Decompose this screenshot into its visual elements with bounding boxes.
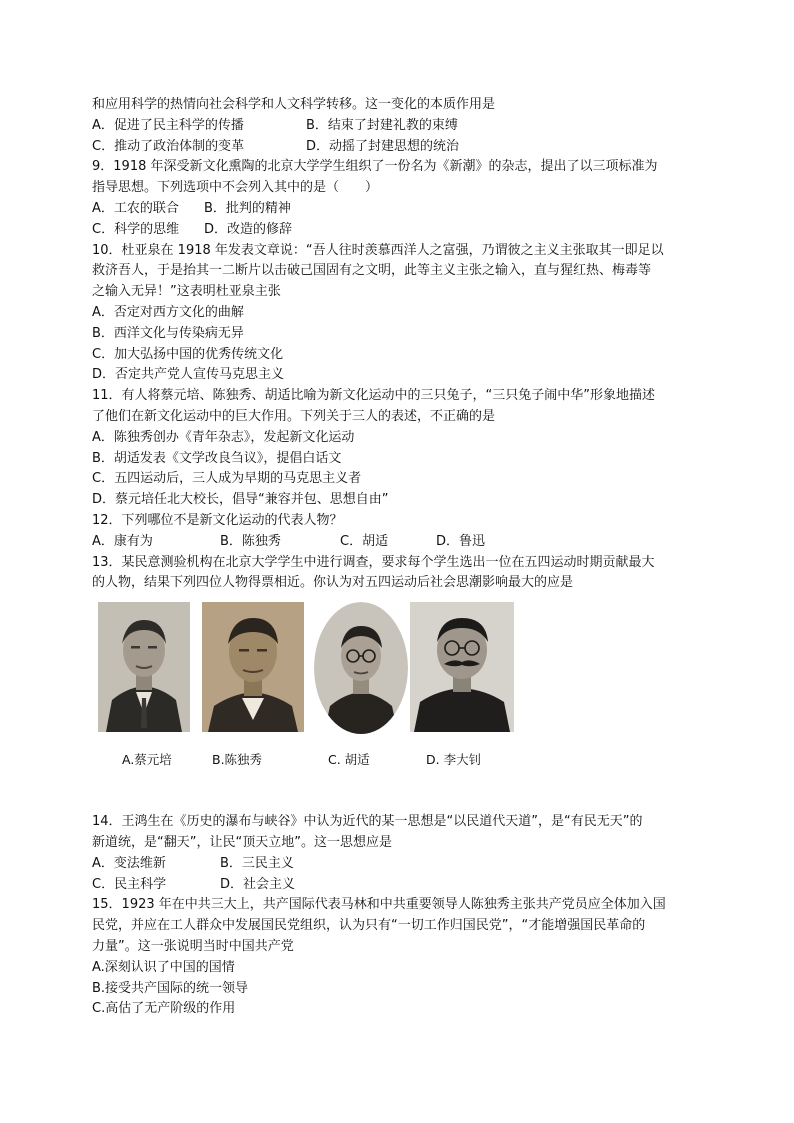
q10-stem-line3: 之输入无异！”这表明杜亚泉主张 bbox=[92, 284, 281, 300]
q15-stem-line3: 力量”。这一张说明当时中国共产党 bbox=[92, 938, 294, 954]
q8-stem: 和应用科学的热情向社会科学和人文科学转移。这一变化的本质作用是 bbox=[92, 97, 496, 112]
portrait-c-image bbox=[314, 602, 408, 734]
q9-options-row2 bbox=[92, 220, 712, 241]
portrait-b-image bbox=[202, 602, 304, 732]
q12-options bbox=[92, 532, 712, 553]
exam-page bbox=[92, 95, 712, 1020]
q14-option-c: C．民主科学 bbox=[92, 876, 167, 892]
q9-stem-line1: 9．1918 年深受新文化熏陶的北京大学学生组织了一份名为《新潮》的杂志，提出了以三项标准为 bbox=[92, 159, 658, 175]
q14-option-a: A．变法维新 bbox=[92, 855, 166, 871]
q9-option-b: B．批判的精神 bbox=[204, 200, 291, 216]
portrait-a bbox=[98, 602, 190, 732]
q12-option-a: A．康有为 bbox=[92, 533, 153, 549]
portrait-b bbox=[202, 602, 304, 732]
q10-option-c: C．加大弘扬中国的优秀传统文化 bbox=[92, 346, 284, 362]
q14-stem-line2: 新道统，是“翻天”，让民“顶天立地”。这一思想应是 bbox=[92, 834, 392, 850]
q9-option-a: A．工农的联合 bbox=[92, 200, 179, 216]
q15-stem-line2: 民党，并应在工人群众中发展国民党组织，认为只有“一切工作归国民党”，“才能增强国民革命的 bbox=[92, 918, 646, 934]
q8-options-row2 bbox=[92, 137, 712, 158]
q11-option-b: B．胡适发表《文学改良刍议》，提倡白话文 bbox=[92, 450, 342, 466]
q12-option-b: B．陈独秀 bbox=[220, 533, 281, 549]
q8-option-d: D．动摇了封建思想的统治 bbox=[306, 138, 460, 154]
q14-options-row1 bbox=[92, 854, 712, 875]
q13-stem-line1: 13．某民意测验机构在北京大学学生中进行调查，要求每个学生选出一位在五四运动时期贡献最大 bbox=[92, 554, 655, 570]
q15-stem-line1: 15．1923 年在中共三大上，共产国际代表马林和中共重要领导人陈独秀主张共产党员应全体加入国 bbox=[92, 897, 666, 913]
portrait-d-image bbox=[410, 602, 514, 732]
q8-option-c: C．推动了政治体制的变革 bbox=[92, 138, 245, 154]
q14-option-d: D．社会主义 bbox=[220, 876, 296, 892]
q15-option-a: A.深刻认识了中国的国情 bbox=[92, 959, 235, 975]
q10-option-d: D．否定共产党人宣传马克思主义 bbox=[92, 367, 285, 383]
caption-a: A.蔡元培 bbox=[122, 752, 172, 768]
q12-option-d: D．鲁迅 bbox=[436, 533, 486, 549]
caption-c: C. 胡适 bbox=[328, 752, 370, 768]
q10-stem-line1: 10．杜亚泉在 1918 年发表文章说：“吾人往时羡慕西洋人之富强，乃谓彼之主义主张取其一即足以 bbox=[92, 242, 664, 258]
q11-option-c: C．五四运动后，三人成为早期的马克思主义者 bbox=[92, 471, 362, 487]
q14-option-b: B．三民主义 bbox=[220, 855, 294, 871]
q9-option-c: C．科学的思维 bbox=[92, 221, 180, 237]
q9-options-row1 bbox=[92, 199, 712, 220]
q11-stem-line1: 11．有人将蔡元培、陈独秀、胡适比喻为新文化运动中的三只兔子，“三只兔子闹中华”形象地描述 bbox=[92, 388, 656, 404]
q8-option-b: B．结束了封建礼教的束缚 bbox=[306, 117, 458, 133]
q9-stem-line2: 指导思想。下列选项中不会列入其中的是（ ） bbox=[92, 180, 379, 196]
portrait-d bbox=[410, 602, 514, 732]
q15-option-c: C.高估了无产阶级的作用 bbox=[92, 1001, 236, 1017]
q14-options-row2 bbox=[92, 875, 712, 896]
q8-options-row1 bbox=[92, 116, 712, 137]
q12-stem: 12．下列哪位不是新文化运动的代表人物？ bbox=[92, 512, 343, 528]
caption-b: B.陈独秀 bbox=[212, 752, 263, 768]
q11-option-a: A．陈独秀创办《青年杂志》，发起新文化运动 bbox=[92, 429, 355, 445]
q10-stem-line2: 救济吾人，于是抬其一二断片以击破己国固有之文明，此等主义主张之输入，直与猩红热、梅毒等 bbox=[92, 263, 652, 279]
q10-option-a: A．否定对西方文化的曲解 bbox=[92, 304, 244, 320]
q13-portraits bbox=[92, 602, 712, 812]
q11-option-d: D．蔡元培任北大校长，倡导“兼容并包、思想自由” bbox=[92, 492, 389, 508]
q15-option-b: B.接受共产国际的统一领导 bbox=[92, 980, 249, 996]
portrait-c bbox=[314, 602, 408, 734]
q13-stem-line2: 的人物，结果下列四位人物得票相近。你认为对五四运动后社会思潮影响最大的应是 bbox=[92, 575, 574, 591]
q11-stem-line2: 了他们在新文化运动中的巨大作用。下列关于三人的表述，不正确的是 bbox=[92, 408, 496, 424]
q9-option-d: D．改造的修辞 bbox=[204, 221, 293, 237]
q14-stem-line1: 14．王鸿生在《历史的瀑布与峡谷》中认为近代的某一思想是“以民道代天道”，是“有民无天”的 bbox=[92, 814, 643, 830]
portrait-a-image bbox=[98, 602, 190, 732]
q12-option-c: C．胡适 bbox=[340, 533, 389, 549]
q8-option-a: A．促进了民主科学的传播 bbox=[92, 117, 244, 133]
caption-d: D. 李大钊 bbox=[426, 752, 482, 768]
q10-option-b: B．西洋文化与传染病无异 bbox=[92, 325, 244, 341]
